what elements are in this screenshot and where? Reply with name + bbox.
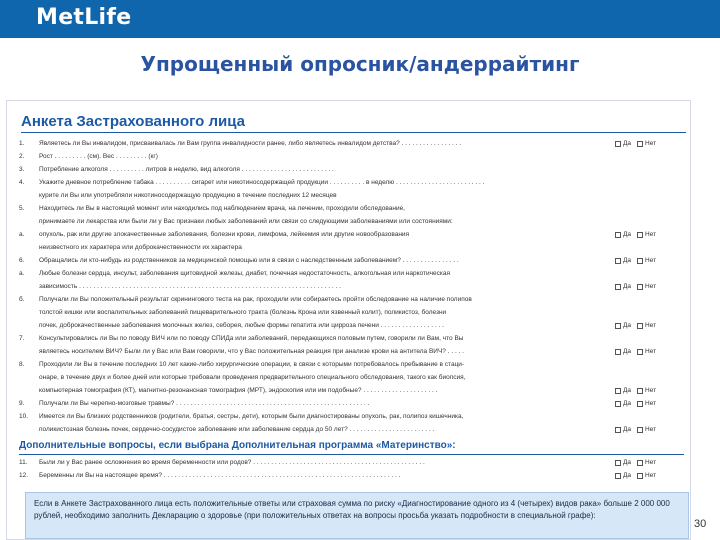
answer-options bbox=[615, 256, 685, 265]
question-text: поликистозная болезнь почек, сердечно-сосудистое заболевание или заболевание сердца до 50 лет? . . . . . . . . . . . . . . . . . . . . . . . . bbox=[39, 426, 435, 433]
yes-checkbox[interactable] bbox=[615, 401, 621, 407]
question-number: 5. bbox=[19, 205, 25, 212]
question-number: 11. bbox=[19, 459, 28, 466]
question-number: 1. bbox=[19, 140, 25, 147]
no-checkbox[interactable] bbox=[637, 232, 643, 238]
yes-checkbox[interactable] bbox=[615, 427, 621, 433]
question-number: 8. bbox=[19, 361, 25, 368]
question-row bbox=[19, 456, 687, 469]
yes-label: Да bbox=[623, 472, 632, 479]
question-row bbox=[19, 397, 687, 410]
questionnaire-document bbox=[6, 100, 691, 540]
header-bar bbox=[0, 0, 720, 38]
no-checkbox[interactable] bbox=[637, 284, 643, 290]
question-text: неизвестного их характера или доброкачественности их характера bbox=[39, 244, 242, 251]
question-text: опухоль, рак или другие злокачественные заболевания, болезни крови, лимфома, лейкемия или другие новообразования bbox=[39, 231, 410, 238]
no-label: Нет bbox=[645, 140, 657, 147]
question-text: Укажите дневное потребление табака . . . . . . . . . . сигарет или никотиносодержащей продукции . . . . . . . . . . в неделю . . . . . . . . . . . . . . . . . . . . . . . . . bbox=[39, 179, 485, 186]
question-row bbox=[19, 469, 687, 482]
question-text: принимаете ли лекарства или были ли у Вас признаки любых заболеваний или связи со следующими заболеваниями или состояниями: bbox=[39, 218, 453, 225]
question-text: компьютерная томография (КТ), магнитно-резонансная томография (МРТ), эндоскопия или им подобные? . . . . . . . . . . . . . . . . . . . . . bbox=[39, 387, 438, 394]
health-declaration-note bbox=[25, 492, 689, 539]
answer-options bbox=[615, 282, 685, 291]
answer-options bbox=[615, 425, 685, 434]
question-number: 9. bbox=[19, 400, 25, 407]
answer-options bbox=[615, 230, 685, 239]
question-text: онаре, в течение двух и более дней или которые требовали проведения предварительного специального обследования, такого как биопсия, bbox=[39, 374, 466, 381]
question-number: а. bbox=[19, 231, 25, 238]
answer-options bbox=[615, 139, 685, 148]
yes-label: Да bbox=[623, 322, 632, 329]
note-text: Если в Анкете Застрахованного лица есть положительные ответы или страховая сумма по риску «Диагностирование одного из 4 (четырех) видов рака» больше 2 000 000 рублей, необходимо заполнить Декларацию о здоровье (при положительных ответах на вопросы просьба указать подробности в специальной графе): bbox=[34, 499, 670, 520]
question-row bbox=[19, 228, 687, 241]
question-text: Обращались ли кто-нибудь из родственников за медицинской помощью или в связи с наследственным заболеванием? . . . . . . . . . . . . . . . . bbox=[39, 257, 459, 264]
no-checkbox[interactable] bbox=[637, 141, 643, 147]
metlife-logo: MetLife bbox=[36, 5, 132, 30]
question-row bbox=[19, 371, 687, 384]
question-row bbox=[19, 410, 687, 423]
question-text: Консультировались ли Вы по поводу ВИЧ или по поводу СПИДа или заболеваний, передающихся половым путем, говорили ли Вам, что Вы bbox=[39, 335, 464, 342]
question-row bbox=[19, 163, 687, 176]
no-checkbox[interactable] bbox=[637, 388, 643, 394]
yes-label: Да bbox=[623, 348, 632, 355]
maternity-section-divider bbox=[19, 454, 684, 455]
question-text: Имеется ли Вы близких родственников (родители, братья, сестры, дети), которым были диагностированы опухоль, рак, полипоз кишечника, bbox=[39, 413, 464, 420]
answer-options bbox=[615, 347, 685, 356]
yes-label: Да bbox=[623, 231, 632, 238]
answer-options bbox=[615, 321, 685, 330]
question-row bbox=[19, 176, 687, 189]
answer-options bbox=[615, 458, 685, 467]
question-text: являетесь носителем ВИЧ? Были ли у Вас или Вам говорили, что у Вас положительная реакция при анализе крови на антитела ВИЧ? . . . . . bbox=[39, 348, 464, 355]
question-text: Потребление алкоголя . . . . . . . . . . литров в неделю, вид алкоголя . . . . . . . . . . . . . . . . . . . . . . . . . . bbox=[39, 166, 334, 173]
question-row bbox=[19, 293, 687, 306]
question-text: Находитесь ли Вы в настоящий момент или находились под наблюдением врача, на лечении, проходили обследование, bbox=[39, 205, 405, 212]
no-label: Нет bbox=[645, 348, 657, 355]
no-checkbox[interactable] bbox=[637, 427, 643, 433]
yes-checkbox[interactable] bbox=[615, 141, 621, 147]
question-text: зависимость . . . . . . . . . . . . . . . . . . . . . . . . . . . . . . . . . . . . . . . . . . . . . . . . . . . . . . . . . . . . . . . . . . . . . . . . . bbox=[39, 283, 341, 290]
yes-label: Да bbox=[623, 400, 632, 407]
answer-options bbox=[615, 399, 685, 408]
maternity-question-list bbox=[19, 456, 687, 482]
no-label: Нет bbox=[645, 231, 657, 238]
question-row bbox=[19, 280, 687, 293]
yes-checkbox[interactable] bbox=[615, 473, 621, 479]
question-number: 12. bbox=[19, 472, 29, 479]
question-number: а. bbox=[19, 270, 25, 277]
no-label: Нет bbox=[645, 322, 657, 329]
question-text: Рост . . . . . . . . . (см). Вес . . . . . . . . . (кг) bbox=[39, 153, 158, 160]
question-text: курите ли Вы или употребляли никотиносодержащую продукцию в течение последних 12 месяцев bbox=[39, 192, 337, 199]
question-number: 7. bbox=[19, 335, 25, 342]
form-title-divider bbox=[21, 132, 686, 133]
slide-title: Упрощенный опросник/андеррайтинг bbox=[140, 52, 580, 76]
question-row bbox=[19, 423, 687, 436]
question-row bbox=[19, 254, 687, 267]
question-row bbox=[19, 384, 687, 397]
question-text: Беременны ли Вы на настоящее время? . . . . . . . . . . . . . . . . . . . . . . . . . . . . . . . . . . . . . . . . . . . . . . . . . . . . . . . . . . . . . . . . . . bbox=[39, 472, 401, 479]
yes-label: Да bbox=[623, 426, 632, 433]
yes-label: Да bbox=[623, 140, 632, 147]
question-text: Были ли у Вас ранее осложнения во время беременности или родов? . . . . . . . . . . . . . . . . . . . . . . . . . . . . . . . . . . . . . . . . . . . . . . . . bbox=[39, 459, 425, 466]
question-number: 10. bbox=[19, 413, 29, 420]
no-label: Нет bbox=[645, 426, 657, 433]
no-checkbox[interactable] bbox=[637, 349, 643, 355]
no-checkbox[interactable] bbox=[637, 323, 643, 329]
question-row bbox=[19, 306, 687, 319]
question-row bbox=[19, 358, 687, 371]
question-row bbox=[19, 319, 687, 332]
no-checkbox[interactable] bbox=[637, 460, 643, 466]
question-text: Являетесь ли Вы инвалидом, присваивалась ли Вам группа инвалидности ранее, либо являетесь инвалидом детства? . . . . . . . . . . . . . . . . . bbox=[39, 140, 462, 147]
no-label: Нет bbox=[645, 257, 657, 264]
no-checkbox[interactable] bbox=[637, 473, 643, 479]
yes-checkbox[interactable] bbox=[615, 323, 621, 329]
question-number: 4. bbox=[19, 179, 25, 186]
question-row bbox=[19, 241, 687, 254]
question-row bbox=[19, 345, 687, 358]
question-text: почек, доброкачественные заболевания молочных желез, себорея, любые формы гепатита или цирроза печени . . . . . . . . . . . . . . . . . . bbox=[39, 322, 444, 329]
question-row bbox=[19, 150, 687, 163]
no-checkbox[interactable] bbox=[637, 401, 643, 407]
yes-checkbox[interactable] bbox=[615, 388, 621, 394]
question-row bbox=[19, 332, 687, 345]
yes-checkbox[interactable] bbox=[615, 284, 621, 290]
question-number: 6. bbox=[19, 257, 25, 264]
question-text: Любые болезни сердца, инсульт, заболевания щитовидной железы, диабет, почечная недостаточность, алкогольная или наркотическая bbox=[39, 270, 450, 277]
yes-label: Да bbox=[623, 387, 632, 394]
yes-label: Да bbox=[623, 283, 632, 290]
question-row bbox=[19, 215, 687, 228]
no-label: Нет bbox=[645, 283, 657, 290]
question-text: толстой кишки или воспалительных заболеваний пищеварительного тракта (болезнь Крона или язвенный колит), поликистоз, болезни bbox=[39, 309, 447, 316]
question-text: Получали ли Вы положительный результат скринингового теста на рак, проходили или собираетесь пройти обследование на наличие полипов bbox=[39, 296, 472, 303]
question-row bbox=[19, 267, 687, 280]
no-label: Нет bbox=[645, 387, 657, 394]
no-label: Нет bbox=[645, 472, 657, 479]
yes-checkbox[interactable] bbox=[615, 258, 621, 264]
answer-options bbox=[615, 471, 685, 480]
question-text: Проходили ли Вы в течение последних 10 лет какие-либо хирургические операции, в связи с которыми потребовалось пребывание в стаци- bbox=[39, 361, 465, 368]
answer-options bbox=[615, 386, 685, 395]
question-number: 3. bbox=[19, 166, 25, 173]
form-title: Анкета Застрахованного лица bbox=[21, 113, 245, 130]
page-number: 30 bbox=[694, 518, 707, 530]
no-label: Нет bbox=[645, 459, 657, 466]
yes-checkbox[interactable] bbox=[615, 460, 621, 466]
yes-label: Да bbox=[623, 459, 632, 466]
question-text: Получали ли Вы черепно-мозговые травмы? . . . . . . . . . . . . . . . . . . . . . . . . . . . . . . . . . . . . . . . . . . . . . . . . . . . . . . bbox=[39, 400, 370, 407]
question-number: 2. bbox=[19, 153, 25, 160]
yes-checkbox[interactable] bbox=[615, 232, 621, 238]
question-row bbox=[19, 189, 687, 202]
yes-label: Да bbox=[623, 257, 632, 264]
question-number: б. bbox=[19, 296, 25, 303]
question-list bbox=[19, 137, 687, 436]
maternity-section-header: Дополнительные вопросы, если выбрана Дополнительная программа «Материнство»: bbox=[19, 440, 456, 451]
question-row bbox=[19, 137, 687, 150]
no-label: Нет bbox=[645, 400, 657, 407]
question-row bbox=[19, 202, 687, 215]
no-checkbox[interactable] bbox=[637, 258, 643, 264]
yes-checkbox[interactable] bbox=[615, 349, 621, 355]
